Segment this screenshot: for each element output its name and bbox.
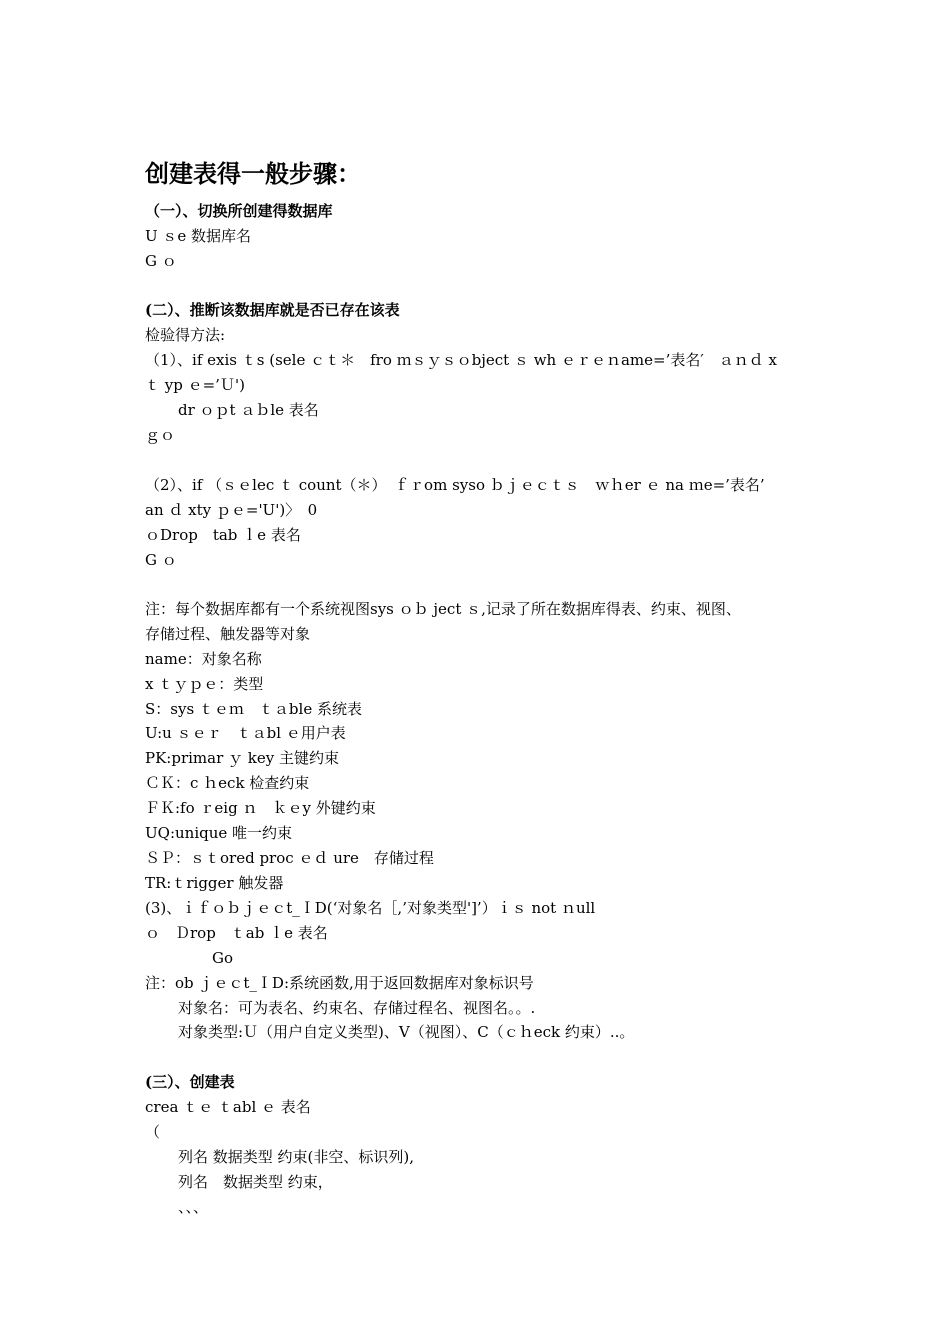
- method-label: 检验得方法:: [145, 326, 226, 344]
- column-def-2: 列名 数据类型 约束，: [178, 1173, 333, 1191]
- method-1-line-2: ｔ yp ｅ=’Ｕ'): [145, 376, 245, 394]
- section-1-heading: （一）、切换所创建得数据库: [145, 202, 333, 220]
- use-statement: U ｓe 数据库名: [145, 227, 252, 245]
- go-statement: G ｏ: [145, 252, 177, 270]
- method-2-drop: ｏDrop tab ｌe 表名: [145, 526, 301, 544]
- method-3-drop: ｏ Ｄrop ｔab ｌe 表名: [145, 924, 328, 942]
- type-name: name：对象名称: [145, 650, 262, 668]
- page-title: 创建表得一般步骤：: [145, 160, 361, 188]
- note-2-line-1: 注：ob ｊｅｃt_ＩD:系统函数,用于返回数据库对象标识号: [145, 974, 534, 992]
- section-3-heading: (三）、创建表: [145, 1073, 235, 1091]
- method-3-line-1: (3)、ｉｆｏｂｊｅｃt_ＩD(‘对象名［,’对象类型']’）ｉｓ not ｎull: [145, 899, 596, 917]
- type-trigger: TR:ｔrigger 触发器: [145, 874, 284, 892]
- method-2-line-1: （2）、if （ｓｅlec ｔ count（＊） ｆｒom syso ｂｊｅｃｔｓ ｗｈer ｅ na ｍe=’表名’: [145, 476, 765, 494]
- type-user-table: U:u ｓｅｒ ｔａbl ｅ用户表: [145, 724, 346, 742]
- type-check: ＣＫ：c ｈeck 检查约束: [145, 774, 310, 792]
- method-1-drop: dr ｏｐt ａｂle 表名: [178, 401, 319, 419]
- method-1-line-1: （1）、if exis ｔs (sele ｃｔ＊ fro ｍｓｙｓｏbject ｓ wh ｅｒｅｎame=’表名′ ａｎｄ x: [145, 351, 777, 369]
- type-foreign-key: ＦＫ:fo ｒeig ｎ ｋｅy 外键约束: [145, 799, 376, 817]
- column-ellipsis: 、、、: [178, 1198, 209, 1216]
- note-2-line-2: 对象名：可为表名、约束名、存储过程名、视图名。。.: [178, 999, 536, 1017]
- section-2-heading: (二）、推断该数据库就是否已存在该表: [145, 301, 400, 319]
- type-unique: UQ:unique 唯一约束: [145, 824, 293, 842]
- type-system-table: S：sys ｔｅｍ ｔａble 系统表: [145, 700, 362, 718]
- note-1-line-2: 存储过程、触发器等对象: [145, 625, 311, 643]
- type-primary-key: PK:primar ｙ key 主键约束: [145, 749, 340, 767]
- method-1-go: ｇｏ: [145, 426, 176, 444]
- method-2-go: G ｏ: [145, 551, 177, 569]
- column-def-1: 列名 数据类型 约束(非空、标识列),: [178, 1148, 415, 1166]
- note-1-line-1: 注：每个数据库都有一个系统视图sys ｏｂ ject ｓ,记录了所在数据库得表、约束、视图、: [145, 600, 741, 618]
- method-3-go: Go: [212, 949, 234, 967]
- open-paren: （: [145, 1123, 161, 1141]
- type-xtype: x ｔｙｐｅ：类型: [145, 675, 264, 693]
- note-2-line-3: 对象类型:Ｕ（用户自定义类型)、V（视图）、C（ｃｈeck 约束）..。: [178, 1023, 635, 1041]
- type-stored-procedure: ＳＰ：ｓｔored proc ｅｄ ure 存储过程: [145, 849, 434, 867]
- method-2-line-2: an ｄ xty ｐｅ='U')〉 0: [145, 501, 318, 519]
- create-table-statement: crea ｔｅ ｔabl ｅ 表名: [145, 1098, 311, 1116]
